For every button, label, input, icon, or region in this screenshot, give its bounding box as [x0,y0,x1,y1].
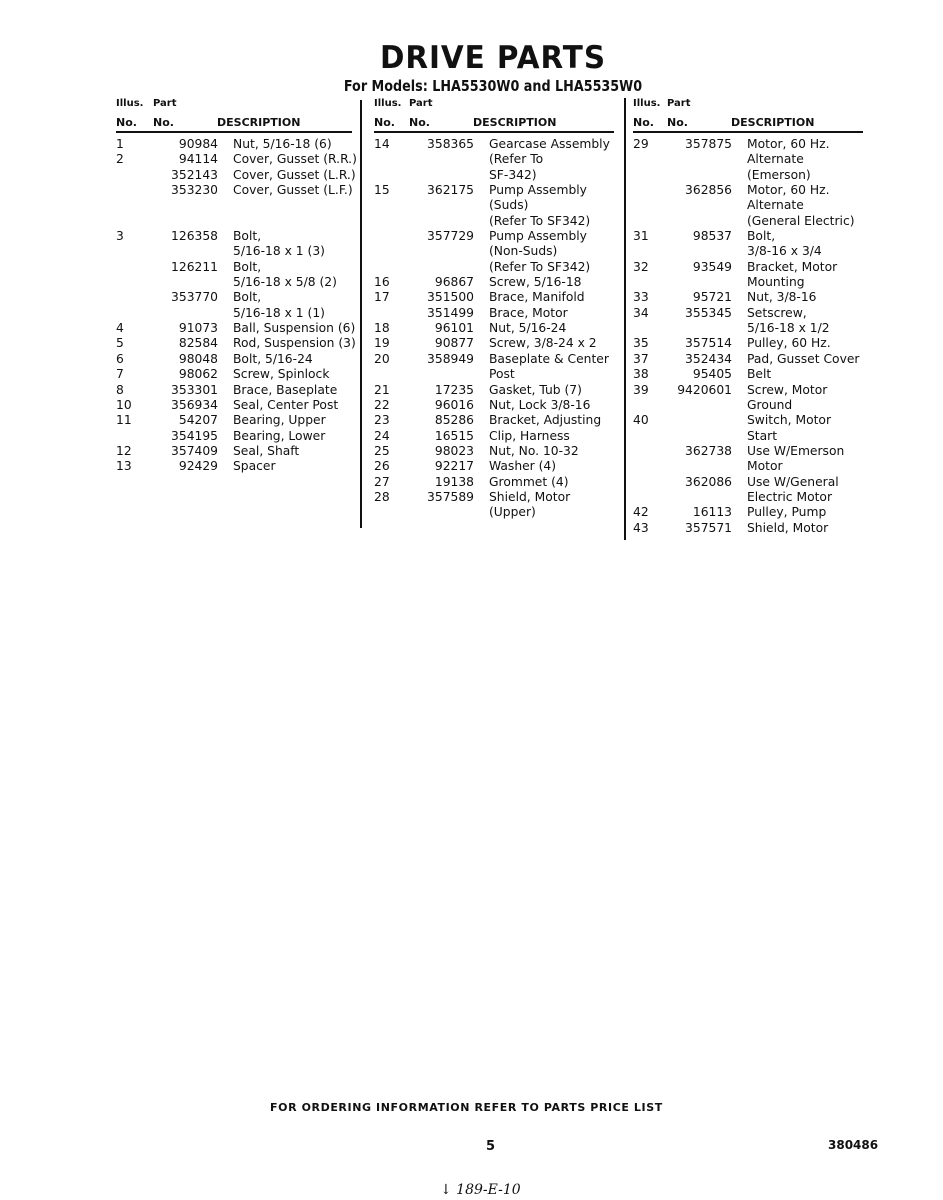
part-description: (Non-Suds) [489,244,558,259]
illus-number: 17 [374,290,390,305]
part-number: 362856 [685,183,732,198]
illus-number: 33 [633,290,649,305]
illus-number: 29 [633,137,649,151]
part-description: Seal, Center Post [233,397,339,412]
part-description: Pulley, Pump [747,505,827,520]
illus-number: 11 [116,413,132,428]
header-part-no: No. [409,116,430,129]
part-description: Nut, No. 10-32 [489,443,579,458]
header-description: DESCRIPTION [217,116,301,129]
illus-number: 26 [374,459,390,474]
illus-number: 15 [374,183,390,198]
part-description: Ball, Suspension (6) [233,321,356,336]
header-part: Part [409,98,433,109]
part-description: Gearcase Assembly [489,137,610,151]
part-description: Ground [747,397,793,412]
part-description: Bolt, 5/16-24 [233,351,313,366]
part-number: 95405 [692,367,732,382]
illus-number: 8 [116,382,124,397]
page-number: 5 [486,1139,496,1154]
illus-number: 27 [374,474,390,489]
header-rule [374,131,614,133]
illus-number: 42 [633,505,649,520]
part-description: Grommet (4) [489,474,569,489]
part-description: Cover, Gusset (R.R.) [233,152,357,167]
part-description: Post [489,367,515,382]
part-number: 9420601 [677,382,732,397]
header-illus: Illus. [374,98,402,109]
part-number: 94114 [178,152,218,167]
part-description: 5/16-18 x 5/8 (2) [233,275,337,290]
part-number: 54207 [178,413,218,428]
part-description: Shield, Motor [747,520,829,535]
part-description: (Refer To [489,152,544,167]
part-description: Alternate [747,198,804,213]
part-number: 351499 [427,305,474,320]
illus-number: 38 [633,367,649,382]
illus-number: 10 [116,397,132,412]
part-description: Motor [747,459,783,474]
part-description: Start [747,428,778,443]
part-number: 362086 [685,474,732,489]
page-subtitle: For Models: LHA5530W0 and LHA5535W0 [343,77,643,95]
illus-number: 16 [374,275,390,290]
part-number: 362738 [685,443,732,458]
part-description: (Suds) [489,198,529,213]
part-description: Pulley, 60 Hz. [747,336,831,351]
part-description: Nut, 5/16-24 [489,321,567,336]
part-description: Screw, Motor [747,382,828,397]
part-number: 98048 [178,351,218,366]
part-number: 358949 [427,351,474,366]
part-number: 96016 [434,397,474,412]
part-description: Bearing, Upper [233,413,326,428]
part-description: 3/8-16 x 3/4 [747,244,822,259]
part-number: 96867 [434,275,474,290]
part-number: 357589 [427,489,474,504]
part-description: Switch, Motor [747,413,832,428]
part-number: 82584 [178,336,218,351]
part-number: 90984 [178,137,218,151]
part-number: 93549 [692,259,732,274]
illus-number: 1 [116,137,124,151]
part-number: 19138 [434,474,474,489]
part-description: Bearing, Lower [233,428,326,443]
part-description: Bolt, [747,229,776,244]
illus-number: 39 [633,382,649,397]
part-description: (Refer To SF342) [489,213,591,228]
part-description: Alternate [747,152,804,167]
page-title: DRIVE PARTS [379,40,607,76]
part-description: (Upper) [489,505,536,520]
part-description: Nut, Lock 3/8-16 [489,397,591,412]
part-description: Belt [747,367,772,382]
part-description: Nut, 3/8-16 [747,290,817,305]
illus-number: 13 [116,459,132,474]
illus-number: 28 [374,489,390,504]
header-rule [633,131,863,133]
part-number: 92429 [178,459,218,474]
part-number: 357875 [685,137,732,151]
header-illus-no: No. [116,116,137,129]
illus-number: 32 [633,259,649,274]
part-description: Motor, 60 Hz. [747,137,830,151]
header-description: DESCRIPTION [473,116,557,129]
header-illus: Illus. [633,98,661,109]
illus-number: 3 [116,229,124,244]
document-number: 380486 [828,1138,879,1152]
part-number: 353301 [171,382,218,397]
part-description: Brace, Manifold [489,290,585,305]
part-number: 126211 [171,259,218,274]
part-description: Screw, 5/16-18 [489,275,582,290]
illus-number: 20 [374,351,390,366]
ordering-note: FOR ORDERING INFORMATION REFER TO PARTS PRICE LIST [270,1101,663,1114]
part-description: Bracket, Adjusting [489,413,602,428]
part-description: Screw, 3/8-24 x 2 [489,336,597,351]
part-number: 355345 [685,305,732,320]
part-description: Electric Motor [747,489,833,504]
illus-number: 14 [374,137,390,151]
illus-number: 21 [374,382,390,397]
header-part-no: No. [153,116,174,129]
illus-number: 12 [116,443,132,458]
part-number: 95721 [692,290,732,305]
header-illus-no: No. [633,116,654,129]
part-description: Seal, Shaft [233,443,300,458]
illus-number: 43 [633,520,649,535]
part-description: Bolt, [233,259,262,274]
part-number: 353770 [171,290,218,305]
part-description: Bolt, [233,290,262,305]
illus-number: 5 [116,336,124,351]
part-description: Clip, Harness [489,428,570,443]
part-number: 98062 [178,367,218,382]
part-description: Cover, Gusset (L.R.) [233,167,356,182]
part-number: 90877 [434,336,474,351]
illus-number: 2 [116,152,124,167]
part-number: 352434 [685,351,732,366]
illus-number: 35 [633,336,649,351]
part-description: Pump Assembly [489,229,587,244]
illus-number: 4 [116,321,124,336]
part-description: Brace, Motor [489,305,568,320]
illus-number: 34 [633,305,649,320]
part-description: (Emerson) [747,167,811,182]
part-number: 353230 [171,183,218,198]
part-description: Pad, Gusset Cover [747,351,860,366]
part-number: 98537 [692,229,732,244]
illus-number: 24 [374,428,390,443]
part-number: 17235 [434,382,474,397]
part-description: Gasket, Tub (7) [489,382,582,397]
illus-number: 25 [374,443,390,458]
illus-number: 7 [116,367,124,382]
part-description: 5/16-18 x 1/2 [747,321,830,336]
part-number: 358365 [427,137,474,151]
illus-number: 18 [374,321,390,336]
part-number: 16113 [692,505,732,520]
column-divider [624,98,626,540]
illus-number: 19 [374,336,390,351]
part-description: Pump Assembly [489,183,587,198]
part-description: Screw, Spinlock [233,367,330,382]
handwritten-note: ↓ 189-E-10 [440,1182,521,1198]
part-description: Rod, Suspension (3) [233,336,356,351]
part-number: 98023 [434,443,474,458]
header-rule [116,131,352,133]
header-part-no: No. [667,116,688,129]
illus-number: 40 [633,413,649,428]
illus-number: 37 [633,351,649,366]
part-number: 357409 [171,443,218,458]
part-description: Nut, 5/16-18 (6) [233,137,332,151]
part-description: Use W/General [747,474,839,489]
illus-number: 6 [116,351,124,366]
header-illus-no: No. [374,116,395,129]
part-description: Shield, Motor [489,489,571,504]
part-description: Use W/Emerson [747,443,845,458]
part-number: 96101 [434,321,474,336]
part-description: Motor, 60 Hz. [747,183,830,198]
part-number: 92217 [434,459,474,474]
part-number: 357514 [685,336,732,351]
illus-number: 23 [374,413,390,428]
part-number: 352143 [171,167,218,182]
part-description: (General Electric) [747,213,855,228]
part-number: 85286 [434,413,474,428]
part-description: Washer (4) [489,459,557,474]
part-description: Bracket, Motor [747,259,838,274]
part-description: Cover, Gusset (L.F.) [233,183,353,198]
part-number: 351500 [427,290,474,305]
part-description: 5/16-18 x 1 (3) [233,244,325,259]
illus-number: 22 [374,397,390,412]
header-illus: Illus. [116,98,144,109]
part-description: Brace, Baseplate [233,382,338,397]
header-part: Part [153,98,177,109]
part-description: SF-342) [489,167,537,182]
part-description: Setscrew, [747,305,807,320]
part-number: 354195 [171,428,218,443]
part-description: (Refer To SF342) [489,259,591,274]
header-description: DESCRIPTION [731,116,815,129]
part-number: 91073 [178,321,218,336]
part-number: 357729 [427,229,474,244]
part-description: Mounting [747,275,805,290]
illus-number: 31 [633,229,649,244]
part-description: 5/16-18 x 1 (1) [233,305,325,320]
column-divider [360,100,362,528]
part-number: 126358 [171,229,218,244]
part-number: 356934 [171,397,218,412]
part-description: Baseplate & Center [489,351,609,366]
part-number: 362175 [427,183,474,198]
part-number: 16515 [434,428,474,443]
part-number: 357571 [685,520,732,535]
part-description: Spacer [233,459,276,474]
part-description: Bolt, [233,229,262,244]
header-part: Part [667,98,691,109]
